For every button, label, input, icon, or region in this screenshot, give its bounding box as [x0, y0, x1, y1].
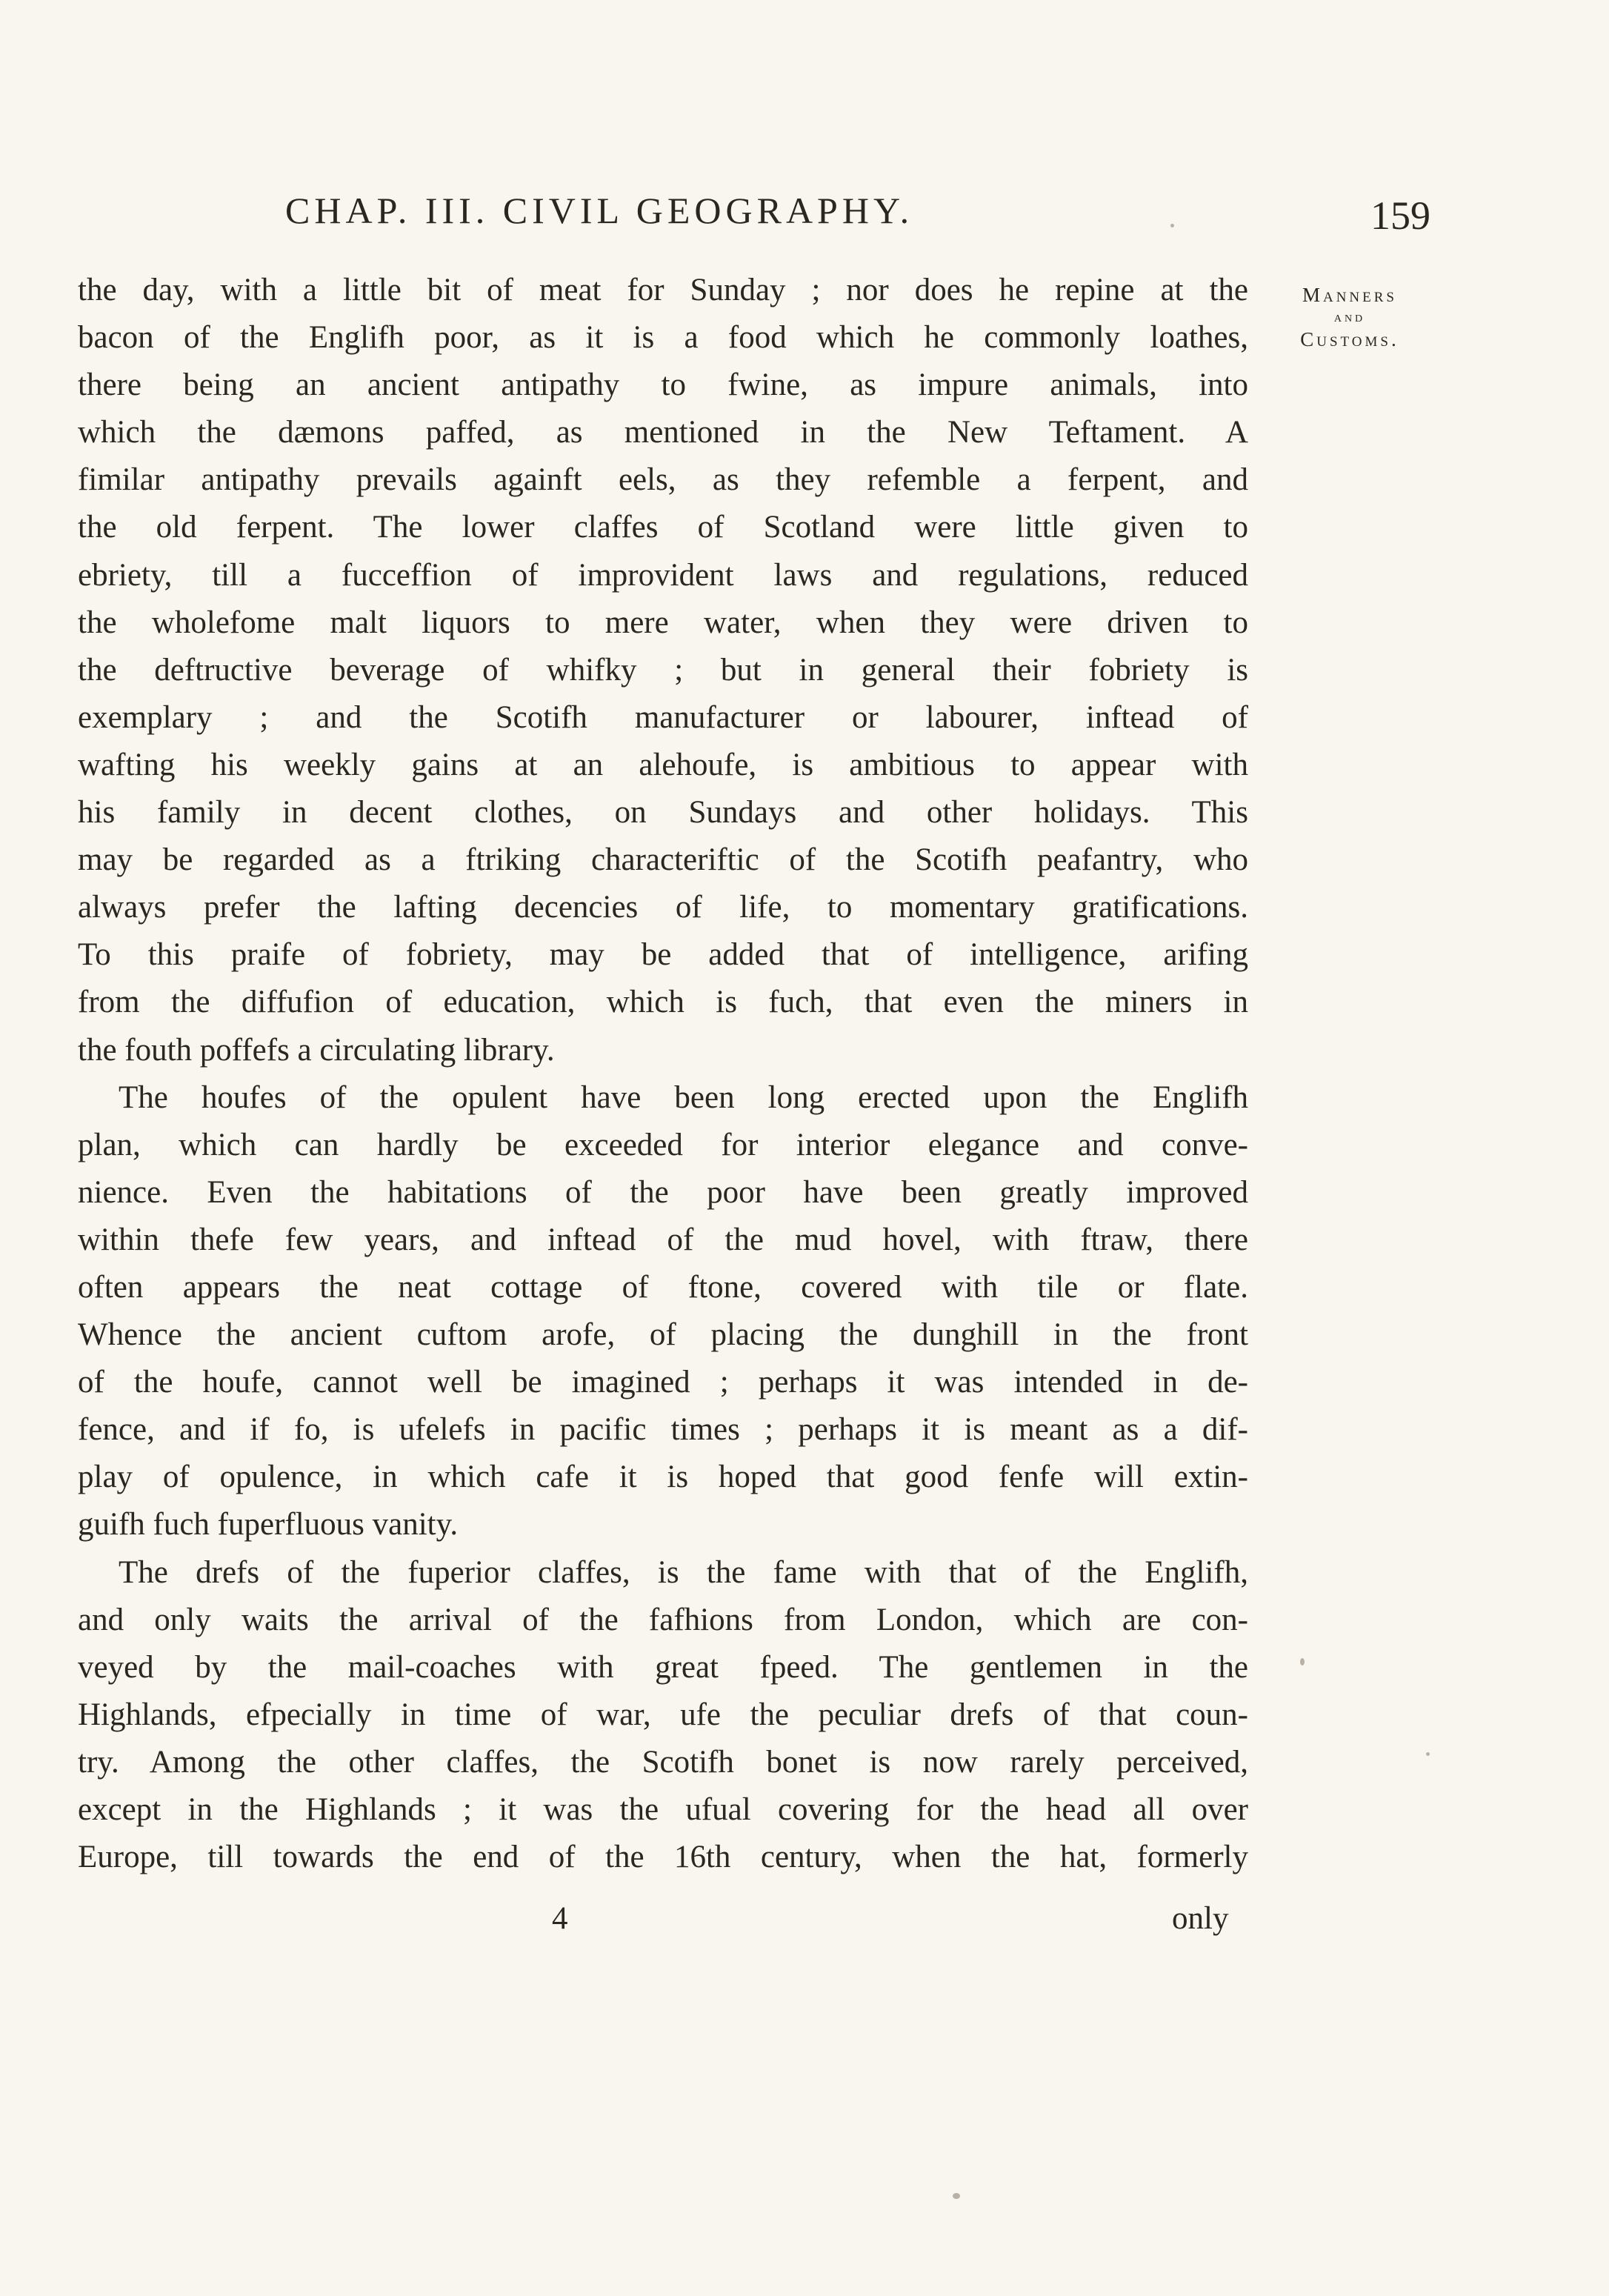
text-line: The houfes of the opulent have been long erected upon the Englifh [119, 1079, 1248, 1115]
margin-note-line: Customs. [1300, 328, 1399, 350]
text-line: except in the Highlands ; it was the ufual covering for the head all over [78, 1792, 1248, 1827]
margin-note-line: and [1333, 309, 1366, 325]
margin-note-line: Manners [1302, 284, 1398, 306]
running-head: CHAP. III. CIVIL GEOGRAPHY. [285, 190, 914, 231]
text-line: within thefe few years, and inftead of the mud hovel, with ftraw, there [78, 1222, 1248, 1257]
text-line: Europe, till towards the end of the 16th century, when the hat, formerly [78, 1840, 1248, 1875]
text-line: may be regarded as a ftriking characteriftic of the Scotifh peafantry, who [78, 842, 1248, 878]
text-line: and only waits the arrival of the fafhions from London, which are con- [78, 1602, 1248, 1637]
text-line: from the diffufion of education, which is fuch, that even the miners in [78, 985, 1248, 1020]
catchword: only [1172, 1901, 1229, 1936]
text-line: his family in decent clothes, on Sundays and other holidays. This [78, 795, 1248, 831]
margin-note [1276, 280, 1424, 354]
text-line: To this praife of fobriety, may be added that of intelligence, arifing [78, 937, 1248, 973]
text-line: veyed by the mail-coaches with great fpeed. The gentlemen in the [78, 1649, 1248, 1685]
body-text [78, 267, 1248, 1881]
text-line: fimilar antipathy prevails againft eels, as they refemble a ferpent, and [78, 462, 1248, 498]
text-line: The drefs of the fuperior claffes, is the fame with that of the Englifh, [119, 1554, 1248, 1590]
paper-speck [1426, 1752, 1430, 1756]
paper-speck [953, 2193, 960, 2199]
text-line: often appears the neat cottage of ftone, covered with tile or flate. [78, 1269, 1248, 1305]
text-line: Whence the ancient cuftom arofe, of placing the dunghill in the front [78, 1317, 1248, 1353]
text-line: always prefer the lafting decencies of life, to momentary gratifications. [78, 890, 1248, 925]
signature-mark: 4 [552, 1901, 568, 1936]
paper-speck [1170, 224, 1174, 227]
text-line: bacon of the Englifh poor, as it is a food which he commonly loathes, [78, 320, 1248, 356]
text-line: the day, with a little bit of meat for Sunday ; nor does he repine at the [78, 273, 1248, 307]
text-line: guifh fuch fuperfluous vanity. [78, 1507, 459, 1543]
text-line: play of opulence, in which cafe it is hoped that good fenfe will extin- [78, 1460, 1248, 1495]
text-line: nience. Even the habitations of the poor have been greatly improved [78, 1174, 1248, 1210]
text-line: wafting his weekly gains at an alehoufe, is ambitious to appear with [78, 747, 1248, 782]
text-line: the wholefome malt liquors to mere water, when they were driven to [78, 605, 1248, 640]
text-line: Highlands, efpecially in time of war, ufe the peculiar drefs of that coun- [78, 1697, 1248, 1732]
text-line: fence, and if fo, is ufelefs in pacific times ; perhaps it is meant as a dif- [78, 1412, 1248, 1448]
page-number: 159 [1370, 193, 1430, 238]
text-line: which the dæmons paffed, as mentioned in the New Teftament. A [78, 415, 1248, 450]
text-line: the old ferpent. The lower claffes of Scotland were little given to [78, 510, 1248, 545]
text-line: try. Among the other claffes, the Scotifh bonet is now rarely perceived, [78, 1744, 1248, 1780]
text-line: the deftructive beverage of whifky ; but in general their fobriety is [78, 652, 1248, 688]
text-line: the fouth poffefs a circulating library. [78, 1032, 555, 1068]
text-line: there being an ancient antipathy to fwine, as impure animals, into [78, 367, 1248, 403]
text-line: exemplary ; and the Scotifh manufacturer or labourer, inftead of [78, 699, 1248, 735]
text-line: ebriety, till a fucceffion of improvident laws and regulations, reduced [78, 557, 1248, 593]
paper-speck [1300, 1658, 1305, 1666]
text-line: plan, which can hardly be exceeded for interior elegance and conve- [78, 1127, 1248, 1162]
text-line: of the houfe, cannot well be imagined ; perhaps it was intended in de- [78, 1365, 1248, 1400]
